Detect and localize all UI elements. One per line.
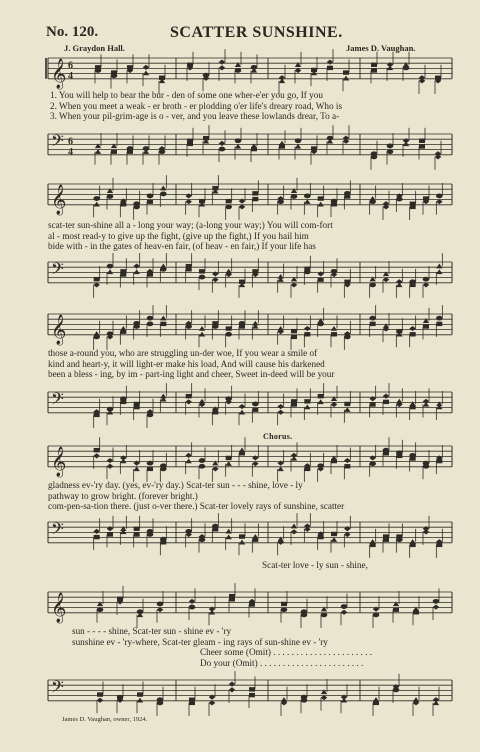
note-head <box>369 199 376 204</box>
note-head <box>147 412 154 417</box>
lyric-line: scat-ter sun-shine all a - long your way; (a-long your way;) You will com-fort <box>48 220 333 230</box>
note-head <box>436 459 442 463</box>
note-head <box>369 282 376 287</box>
note-head <box>317 202 323 207</box>
note-head <box>318 196 324 200</box>
note-head <box>393 607 399 611</box>
note-head <box>423 324 429 328</box>
note-head <box>291 529 298 534</box>
chorus-label: Chorus. <box>263 432 293 441</box>
note-head <box>291 524 297 529</box>
note-head <box>185 458 191 463</box>
note-head <box>239 540 245 545</box>
note-head <box>436 194 443 199</box>
note-head <box>159 149 166 154</box>
note-head <box>239 404 246 409</box>
treble-staff <box>0 308 480 348</box>
note-head <box>252 407 258 411</box>
note-head <box>185 324 192 329</box>
note-head <box>383 400 389 404</box>
note-head <box>235 68 242 73</box>
note-head <box>291 329 297 333</box>
note-head <box>147 272 153 276</box>
note-head <box>304 399 310 403</box>
lyric-line: sun - - - - shine, Scat-ter sun - shine ev - 'ry <box>72 626 232 636</box>
note-head <box>97 607 104 612</box>
lyric-line: al - most read-y to give up the fight, (give up the fight,) If you hail him <box>48 230 309 241</box>
note-head <box>295 138 302 143</box>
lyricist-credit: J. Graydon Hall. <box>64 43 125 53</box>
note-head <box>331 326 337 331</box>
note-head <box>225 529 231 534</box>
note-head <box>436 322 442 326</box>
note-head <box>111 73 118 78</box>
lyric-line: gladness ev-'ry day. (yes, ev-'ry day.) Scat-ter sun - - - shine, love - ly <box>48 480 303 490</box>
note-head <box>219 141 226 146</box>
note-head <box>436 543 442 547</box>
note-head <box>97 692 103 696</box>
lyric-line: been a bless - ing, by im - part-ing light and cheer, Sweet in-deed will be your <box>48 369 335 379</box>
note-head <box>396 537 403 542</box>
note-head <box>199 537 206 542</box>
bass-clef-icon: 𝄢 <box>51 676 64 701</box>
note-head <box>331 532 337 536</box>
note-head <box>436 269 442 274</box>
bass-staff <box>0 674 480 714</box>
note-head <box>252 197 258 201</box>
note-head <box>291 335 297 339</box>
note-head <box>157 700 164 705</box>
note-head <box>344 194 350 198</box>
note-head <box>277 410 284 415</box>
note-head <box>419 139 425 143</box>
note-head <box>436 316 443 321</box>
note-head <box>331 202 337 206</box>
note-head <box>403 65 410 70</box>
time-signature: 6 <box>68 136 73 148</box>
note-head <box>133 324 140 329</box>
note-head <box>423 464 430 469</box>
note-head <box>120 202 126 206</box>
note-head <box>433 599 440 604</box>
note-head <box>317 321 324 326</box>
note-head <box>107 264 114 269</box>
note-head <box>331 459 337 463</box>
note-head <box>251 147 257 151</box>
note-head <box>370 402 376 406</box>
note-head <box>396 197 403 202</box>
note-head <box>396 454 402 458</box>
note-head <box>189 701 195 705</box>
note-head <box>321 612 328 617</box>
note-head <box>341 610 348 615</box>
note-head <box>147 532 154 537</box>
lyric-block <box>72 626 472 668</box>
note-head <box>410 205 416 209</box>
note-head <box>147 321 154 326</box>
note-head <box>304 326 311 331</box>
note-head <box>107 269 113 274</box>
note-head <box>143 70 149 75</box>
time-signature: 4 <box>68 146 73 158</box>
note-head <box>410 543 416 547</box>
lyric-line: bide with - in the gates of heav-en fair, (of heav - en fair,) If your life has <box>48 241 316 251</box>
lyric-line: pathway to grow bright. (forever bright.) <box>48 490 198 501</box>
note-head <box>225 204 232 209</box>
lyric-block <box>48 348 448 380</box>
note-head <box>94 448 100 452</box>
treble-staff <box>0 52 480 92</box>
note-head <box>134 405 140 409</box>
note-head <box>436 264 442 269</box>
note-head <box>318 277 324 281</box>
time-signature: 6 <box>68 60 73 72</box>
note-head <box>137 698 143 703</box>
note-head <box>252 537 258 541</box>
note-head <box>199 275 206 280</box>
note-head <box>433 604 440 609</box>
note-head <box>249 602 255 606</box>
bass-staff <box>0 386 480 426</box>
note-head <box>281 607 288 612</box>
treble-staff <box>0 586 480 626</box>
lyric-line: 3. When your pil-grim-age is o - ver, and you leave these lowlands drear, To a- <box>50 111 340 121</box>
bass-staff <box>0 516 480 556</box>
note-head <box>373 701 379 705</box>
note-head <box>93 196 100 201</box>
note-head <box>304 467 310 471</box>
note-head <box>97 698 104 703</box>
note-head <box>212 324 219 329</box>
note-head <box>120 458 126 463</box>
note-head <box>186 394 192 398</box>
note-head <box>419 144 425 148</box>
hymn-title: SCATTER SUNSHINE. <box>170 24 343 41</box>
note-head <box>304 269 311 274</box>
note-head <box>235 138 242 143</box>
note-head <box>199 332 205 337</box>
note-head <box>343 76 349 81</box>
note-head <box>143 65 150 70</box>
note-head <box>387 144 394 149</box>
note-head <box>409 326 416 331</box>
note-head <box>226 326 232 330</box>
note-head <box>186 267 192 271</box>
note-head <box>423 277 430 282</box>
note-head <box>160 186 166 191</box>
note-head <box>225 534 231 539</box>
note-head <box>279 144 285 148</box>
note-head <box>107 464 114 469</box>
note-head <box>212 527 218 531</box>
note-head <box>369 316 376 321</box>
lyric-line: those a-round you, who are struggling un-der woe, If you wear a smile of <box>48 348 318 358</box>
note-head <box>301 698 308 703</box>
bass-clef-icon: 𝄢 <box>51 130 64 155</box>
note-head <box>343 70 349 74</box>
note-head <box>370 322 376 326</box>
note-head <box>199 326 205 331</box>
note-head <box>133 264 140 269</box>
note-head <box>107 194 114 199</box>
note-head <box>229 597 235 601</box>
note-head <box>304 404 310 409</box>
note-head <box>277 404 284 409</box>
note-head <box>249 687 255 691</box>
lyric-line: Cheer some (Omit) . . . . . . . . . . . . . . . . . . . . . . <box>200 647 372 657</box>
note-head <box>199 269 205 273</box>
note-head <box>120 272 126 276</box>
note-head <box>344 334 351 339</box>
note-head <box>239 534 245 538</box>
note-head <box>410 456 416 460</box>
note-head <box>383 394 390 399</box>
note-head <box>369 461 376 466</box>
note-head <box>134 527 140 531</box>
note-head <box>410 332 416 336</box>
note-head <box>107 532 113 536</box>
note-head <box>423 529 430 534</box>
note-head <box>160 316 166 321</box>
note-head <box>189 599 196 604</box>
note-head <box>219 147 226 152</box>
note-head <box>185 453 192 458</box>
note-head <box>93 453 100 458</box>
note-head <box>387 65 393 70</box>
note-head <box>94 413 100 417</box>
lyric-block <box>48 220 448 252</box>
note-head <box>239 410 245 415</box>
note-head <box>249 693 255 697</box>
note-head <box>371 154 378 159</box>
bass-staff <box>0 256 480 296</box>
note-head <box>387 149 394 154</box>
note-head <box>160 191 167 196</box>
lyric-line: 2. When you meet a weak - er broth - er plodding o'er life's dreary road, Who is <box>50 100 343 111</box>
note-head <box>229 682 236 687</box>
note-head <box>291 194 298 199</box>
note-head <box>120 329 126 333</box>
note-head <box>226 199 232 203</box>
note-head <box>147 467 153 471</box>
note-head <box>157 602 164 607</box>
treble-clef-icon: 𝄞 <box>51 58 67 89</box>
note-head <box>318 535 324 539</box>
note-head <box>147 194 154 199</box>
note-head <box>331 332 337 336</box>
bass-clef-icon: 𝄢 <box>51 388 64 413</box>
note-head <box>212 410 218 414</box>
note-head <box>185 399 192 404</box>
bass-clef-icon: 𝄢 <box>51 518 64 543</box>
note-head <box>383 537 389 541</box>
note-head <box>410 283 416 287</box>
treble-clef-icon: 𝄞 <box>51 446 67 477</box>
note-head <box>147 461 154 466</box>
lyric-line: sunshine ev - 'ry-where, Scat-ter gleam - ing rays of sun-shine ev - 'ry <box>72 636 328 647</box>
note-head <box>160 466 167 471</box>
note-head <box>304 332 310 336</box>
note-head <box>252 191 258 195</box>
note-head <box>160 540 166 544</box>
note-head <box>94 277 100 281</box>
note-head <box>94 535 100 539</box>
note-head <box>107 458 114 463</box>
note-head <box>393 687 400 692</box>
note-head <box>383 451 389 455</box>
note-head <box>277 199 284 204</box>
note-head <box>93 202 99 207</box>
note-head <box>344 458 351 463</box>
treble-clef-icon: 𝄞 <box>51 314 67 345</box>
lyric-line: Do your (Omit) . . . . . . . . . . . . . . . . . . . . . . . <box>200 657 364 668</box>
note-head <box>226 456 232 460</box>
note-head <box>410 405 416 409</box>
note-head <box>93 529 100 534</box>
note-head <box>370 543 376 547</box>
note-head <box>341 698 347 703</box>
note-head <box>160 322 166 326</box>
note-head <box>95 68 102 73</box>
copyright-footer: James D. Vaughan, owner, 1924. <box>62 716 148 723</box>
note-head <box>147 316 154 321</box>
note-head <box>229 687 236 692</box>
note-head <box>199 464 206 469</box>
note-head <box>371 68 377 72</box>
note-head <box>120 400 126 404</box>
note-head <box>304 194 311 199</box>
note-head <box>291 402 297 406</box>
note-head <box>341 604 348 609</box>
note-head <box>93 334 100 339</box>
note-head <box>219 60 226 65</box>
treble-clef-icon: 𝄞 <box>51 184 67 215</box>
note-head <box>413 610 419 614</box>
note-head <box>137 692 143 696</box>
treble-clef-icon: 𝄞 <box>51 592 67 623</box>
treble-staff <box>0 178 480 218</box>
note-head <box>160 267 167 272</box>
note-head <box>127 149 133 153</box>
note-head <box>187 142 193 146</box>
note-head <box>189 605 196 610</box>
tenor-lyric: Scat-ter love - ly sun - shine, <box>262 560 368 570</box>
note-head <box>147 199 153 203</box>
note-head <box>344 464 350 468</box>
note-head <box>371 63 377 67</box>
note-head <box>219 65 226 70</box>
note-head <box>373 612 380 617</box>
hymn-number: No. 120. <box>46 24 99 40</box>
note-head <box>301 612 308 617</box>
note-head <box>133 204 140 209</box>
note-head <box>317 399 323 404</box>
note-head <box>133 269 139 274</box>
note-head <box>327 66 333 70</box>
note-head <box>225 332 232 337</box>
lyric-line: kind and heart-y, it will light-er make his load, And will cause his darkened <box>48 358 325 369</box>
bass-clef-icon: 𝄢 <box>51 258 64 283</box>
lyric-block <box>50 90 450 122</box>
note-head <box>111 149 117 153</box>
note-head <box>281 602 287 606</box>
composer-credit: James D. Vaughan. <box>346 43 416 53</box>
note-head <box>252 402 259 407</box>
note-head <box>209 610 215 615</box>
note-head <box>327 60 334 65</box>
note-head <box>403 141 409 146</box>
note-head <box>134 532 140 536</box>
time-signature: 4 <box>68 70 73 82</box>
note-head <box>344 402 350 406</box>
note-head <box>318 394 324 398</box>
treble-staff <box>0 440 480 480</box>
lyric-block <box>48 480 448 512</box>
note-head <box>199 458 206 463</box>
note-head <box>239 324 245 328</box>
note-head <box>239 451 245 455</box>
lyric-line: 1. You will help to bear the bur - den of some one wher-e'er you go, If you <box>50 90 323 100</box>
lyric-line: com-pen-sa-tion there. (just o-ver there.) Scat-ter lovely rays of sunshine, scatter <box>48 501 345 511</box>
bass-staff <box>0 128 480 168</box>
